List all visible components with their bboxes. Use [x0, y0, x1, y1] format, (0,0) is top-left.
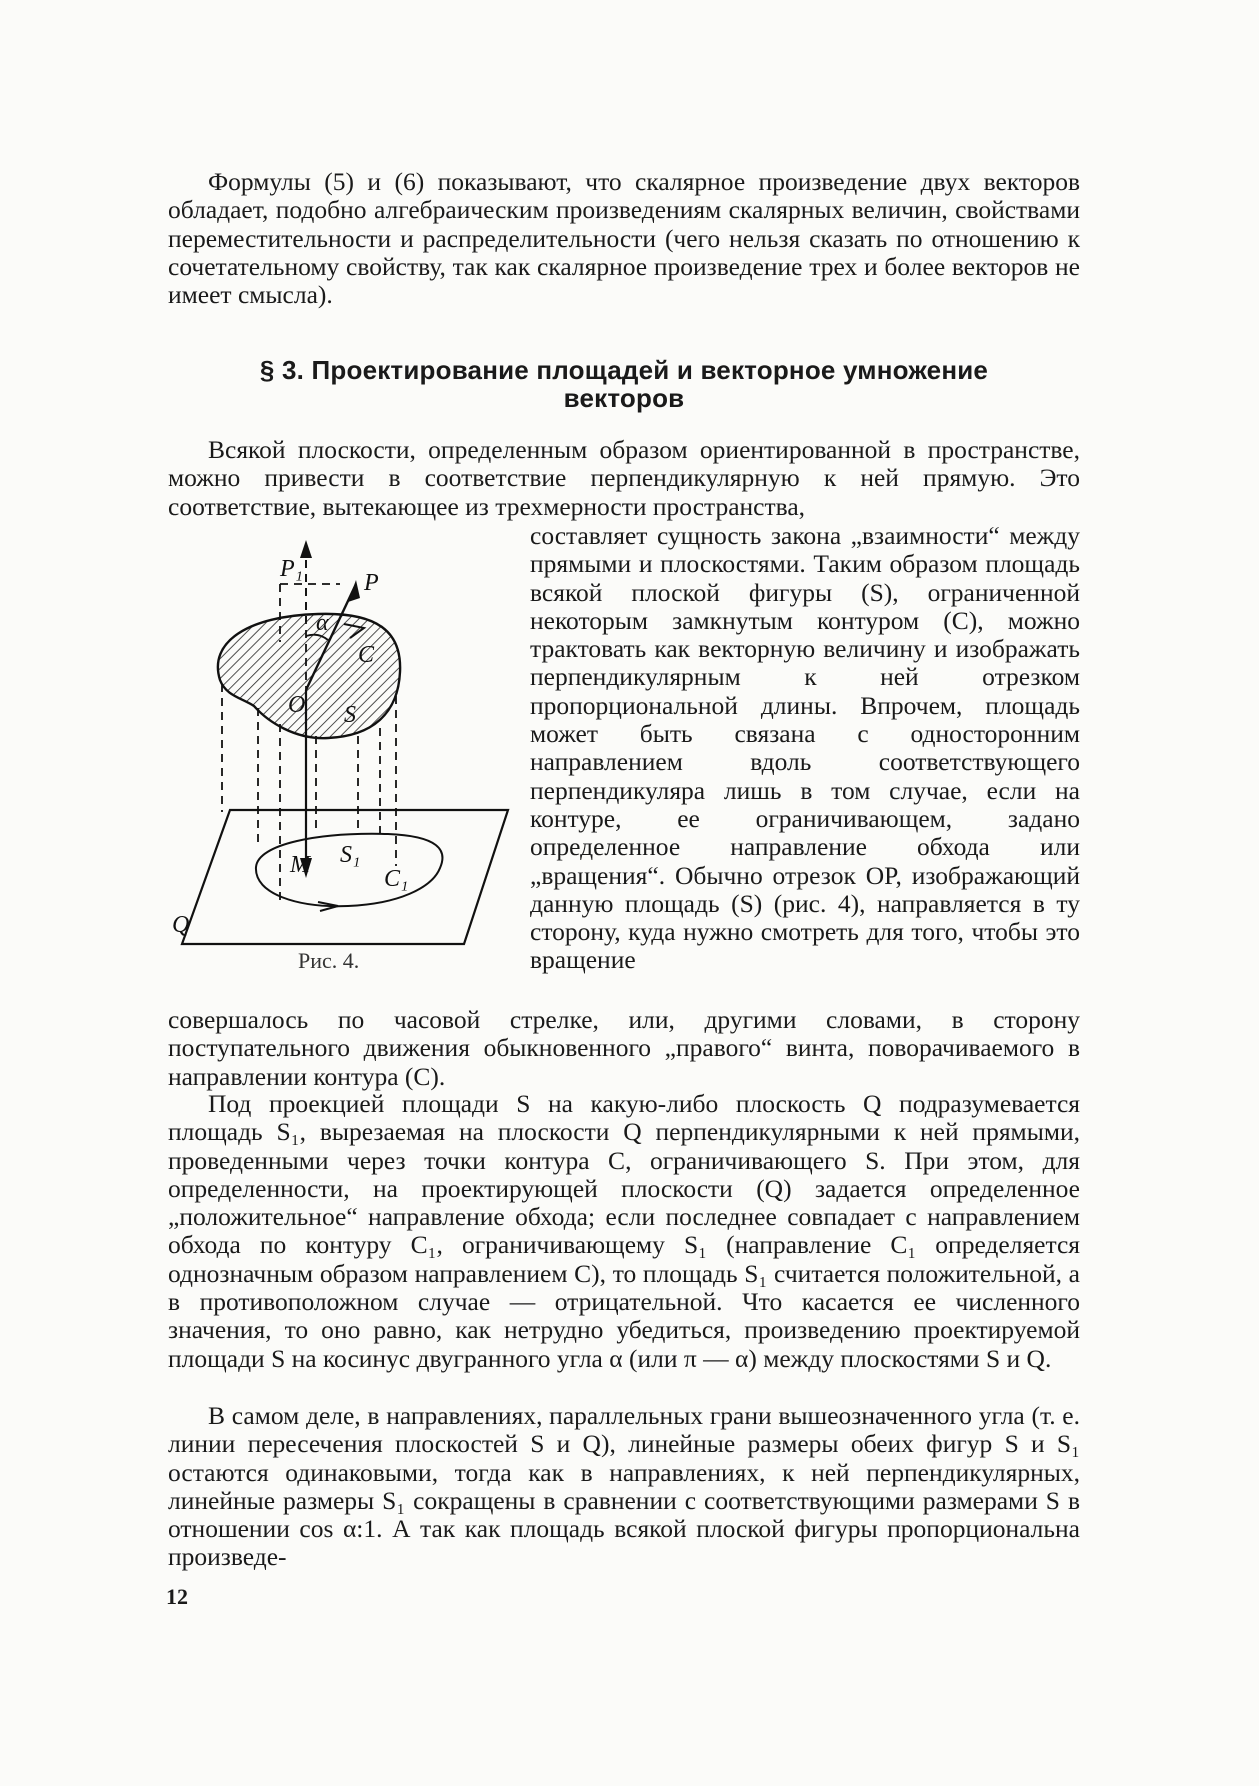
page-number: 12	[166, 1584, 188, 1609]
label-c: C	[358, 642, 375, 668]
figure-4	[168, 532, 538, 1002]
paragraph-1-right: составляет сущность закона „взаимности“ между прямыми и плоскостями. Таким образом площадь всякой плоской фигуры (S), ограниченной некоторым замкнутым контуром (C), можно трактовать как векторную величину и изображать перпендикулярным к ней отрезком пропорциональной длины. Впрочем, площадь может быть связана с односторонним направлением вдоль соответствующего перпендикуляра лишь в том случае, если на контуре, ее ограничивающем, задано определенное направление обхода или „вращения“. Обычно отрезок OP, изображающий данную площадь (S) (рис. 4), направляется в ту сторону, куда нужно смотреть для того, чтобы это вращение	[530, 521, 1080, 975]
label-s1: S₁	[340, 842, 361, 868]
intro-paragraph: Формулы (5) и (6) показывают, что скалярное произведение двух векторов обладает, подобно алгебраическим произведениям скалярных величин, свойствами переместительности и распределительности (чего нельзя сказать по отношению к сочетательному свойству, так как скалярное произведение трех и более векторов не имеет смысла).	[168, 167, 1080, 310]
label-q: Q	[172, 912, 190, 938]
section-title	[168, 356, 1080, 412]
label-p1: P₁	[280, 556, 304, 582]
paragraph-1-bottom: совершалось по часовой стрелке, или, другими словами, в сторону поступательного движения обыкновенного „правого“ винта, поворачиваемого в направлении контура (C).	[168, 1005, 1080, 1091]
paragraph-3: В самом деле, в направлениях, параллельных грани вышеозначенного угла (т. е. линии пересечения плоскостей S и Q), линейные размеры обеих фигур S и S₁ остаются одинаковыми, тогда как в направлениях, к ней перпендикулярных, линейные размеры S₁ сокращены в сравнении с соответствующими размерами S в отношении cos α:1. А так как площадь всякой плоской фигуры пропорциональна произведе-	[168, 1401, 1080, 1572]
label-o: O	[288, 692, 306, 718]
area-s	[218, 614, 400, 738]
section-title-line2: векторов	[563, 383, 685, 413]
plane-q	[182, 810, 508, 944]
section-title-line1: § 3. Проектирование площадей и векторное умножение	[259, 355, 989, 385]
label-p: P	[364, 570, 379, 596]
figure-caption: Рис. 4.	[298, 948, 360, 973]
label-s: S	[344, 702, 356, 728]
paragraph-1-top: Всякой плоскости, определенным образом ориентированной в пространстве, можно привести в соответствие перпендикулярную к ней прямую. Это соответствие, вытекающее из трехмерности пространства,	[168, 435, 1080, 521]
label-m: M	[290, 852, 310, 878]
arrowhead-p	[348, 580, 360, 602]
label-n	[297, 532, 316, 534]
figure-4-drawing	[168, 532, 538, 952]
label-c1: C₁	[384, 866, 409, 892]
paragraph-2: Под проекцией площади S на какую-либо плоскость Q подразумевается площадь S₁, вырезаемая на плоскости Q перпендикулярными к ней прямыми, проведенными через точки контура C, ограничивающего S. При этом, для определенности, на проектирующей плоскости (Q) задается определенное „положительное“ направление обхода; если последнее совпадает с направлением обхода по контуру C₁, ограничивающему S₁ (направление C₁ определяется однозначным образом направлением C), то площадь S₁ считается положительной, а в противоположном случае — отрицательной. Что касается ее численного значения, то оно равно, как нетрудно убедиться, произведению проектируемой площади S на косинус двугранного угла α (или π — α) между плоскостями S и Q.	[168, 1089, 1080, 1373]
label-alpha: α	[316, 610, 329, 636]
